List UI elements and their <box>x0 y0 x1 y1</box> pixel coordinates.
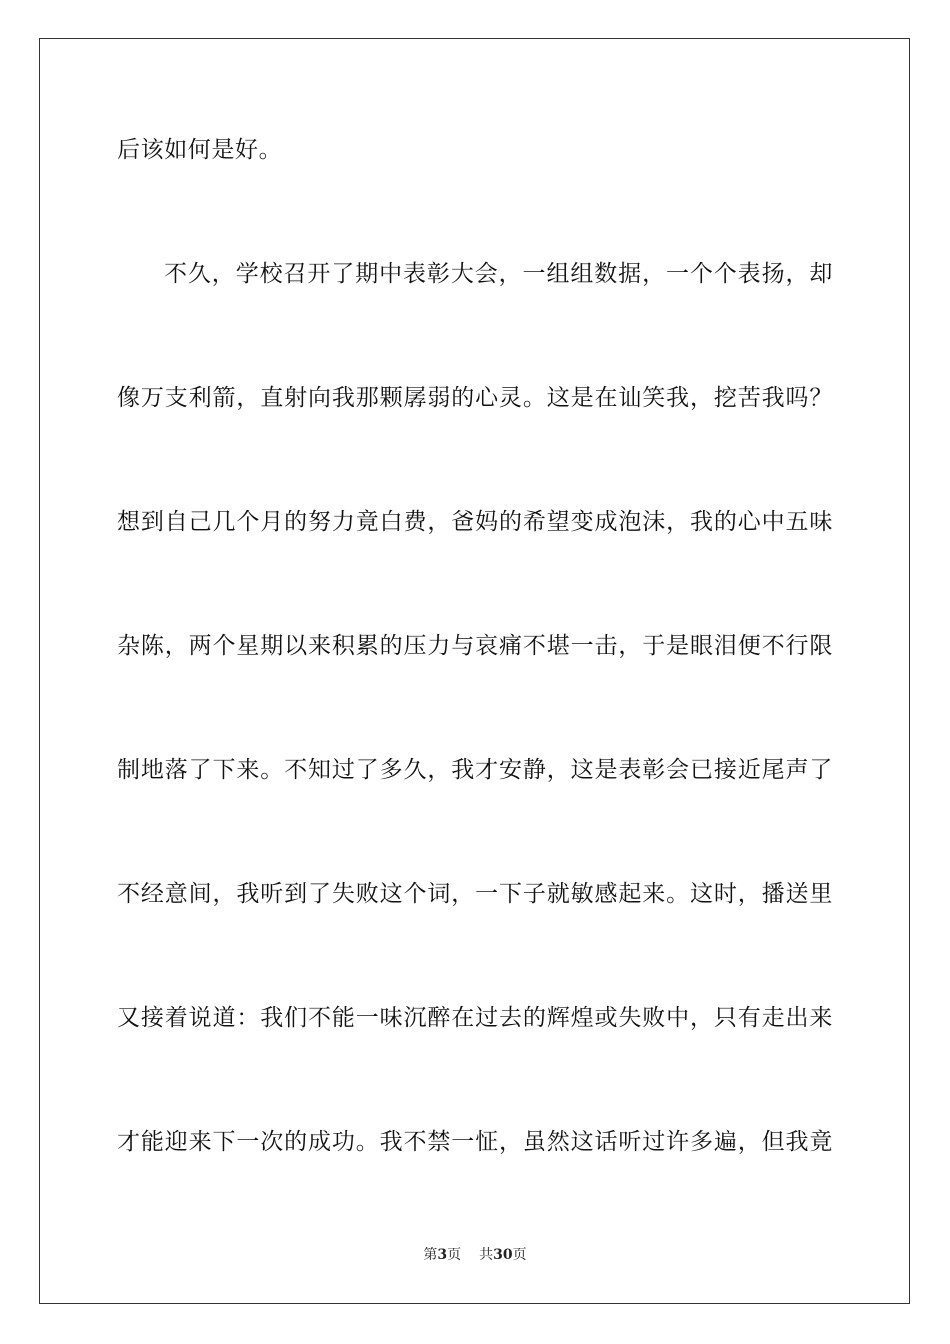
page-number: 3 <box>437 1247 448 1263</box>
text-line-7: 不经意间，我听到了失败这个词，一下子就敏感起来。这时，播送里 <box>117 881 833 907</box>
text-line-1: 后该如何是好。 <box>117 137 283 163</box>
page-prefix: 第 <box>423 1247 438 1263</box>
page-footer <box>0 1246 950 1264</box>
text-line-2: 不久，学校召开了期中表彰大会，一组组数据，一个个表扬，却 <box>164 261 833 287</box>
page-border <box>39 38 910 1304</box>
text-line-5: 杂陈，两个星期以来积累的压力与哀痛不堪一击，于是眼泪便不行限 <box>117 633 833 659</box>
page-suffix: 页 <box>447 1247 462 1263</box>
text-line-4: 想到自己几个月的努力竟白费，爸妈的希望变成泡沫，我的心中五味 <box>117 509 833 535</box>
total-prefix: 共 <box>479 1247 494 1263</box>
text-line-3: 像万支利箭，直射向我那颗孱弱的心灵。这是在讪笑我，挖苦我吗？ <box>117 385 833 411</box>
text-line-9: 才能迎来下一次的成功。我不禁一怔，虽然这话听过许多遍，但我竟 <box>117 1129 833 1155</box>
text-line-6: 制地落了下来。不知过了多久，我才安静，这是表彰会已接近尾声了 <box>117 757 833 783</box>
total-suffix: 页 <box>512 1247 527 1263</box>
total-pages: 30 <box>493 1247 513 1263</box>
text-line-8: 又接着说道：我们不能一味沉醉在过去的辉煌或失败中，只有走出来 <box>117 1005 833 1031</box>
